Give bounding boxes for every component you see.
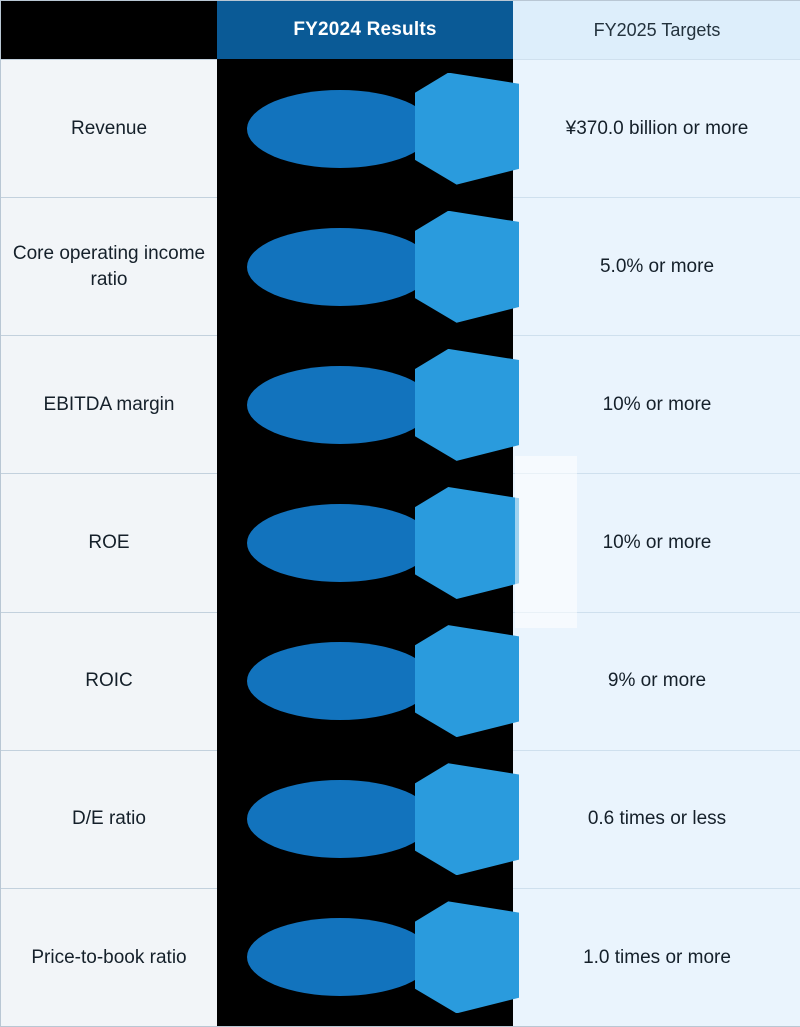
fy2025-target-cell: 10% or more (513, 473, 800, 611)
redaction-blob-icon (415, 73, 519, 185)
fy2024-result-cell (217, 473, 513, 611)
redaction-blob-icon (247, 228, 433, 306)
metric-label: EBITDA margin (1, 335, 217, 473)
fy2024-result-cell (217, 750, 513, 888)
redaction-blob-icon (247, 780, 433, 858)
metric-label: Revenue (1, 59, 217, 197)
header-blank-cell (1, 1, 217, 59)
redaction-blob-icon (415, 487, 519, 599)
fy2024-result-cell (217, 335, 513, 473)
metric-label: ROE (1, 473, 217, 611)
redaction-blob-icon (415, 763, 519, 875)
redaction-blob-icon (415, 625, 519, 737)
header-fy2024-results: FY2024 Results (217, 1, 513, 59)
fy2025-target-cell: 1.0 times or more (513, 888, 800, 1026)
fy2024-result-cell (217, 197, 513, 335)
metric-label: Price-to-book ratio (1, 888, 217, 1026)
redaction-blob-icon (415, 901, 519, 1013)
fy2024-result-cell (217, 888, 513, 1026)
metrics-grid (1, 1, 799, 1026)
redaction-blob-icon (247, 504, 433, 582)
metric-label: ROIC (1, 612, 217, 750)
fy2025-target-cell: 10% or more (513, 335, 800, 473)
redaction-blob-icon (247, 918, 433, 996)
fy2025-target-cell: 5.0% or more (513, 197, 800, 335)
redaction-blob-icon (247, 642, 433, 720)
redaction-blob-icon (247, 366, 433, 444)
metric-label: D/E ratio (1, 750, 217, 888)
metric-label: Core operating income ratio (1, 197, 217, 335)
fy2025-target-cell: ¥370.0 billion or more (513, 59, 800, 197)
fy2025-target-cell: 0.6 times or less (513, 750, 800, 888)
header-fy2025-targets: FY2025 Targets (513, 1, 800, 59)
fy2024-result-cell (217, 612, 513, 750)
redaction-blob-icon (415, 211, 519, 323)
redaction-blob-icon (247, 90, 433, 168)
fy2024-result-cell (217, 59, 513, 197)
fy2025-target-cell: 9% or more (513, 612, 800, 750)
redaction-blob-icon (415, 349, 519, 461)
